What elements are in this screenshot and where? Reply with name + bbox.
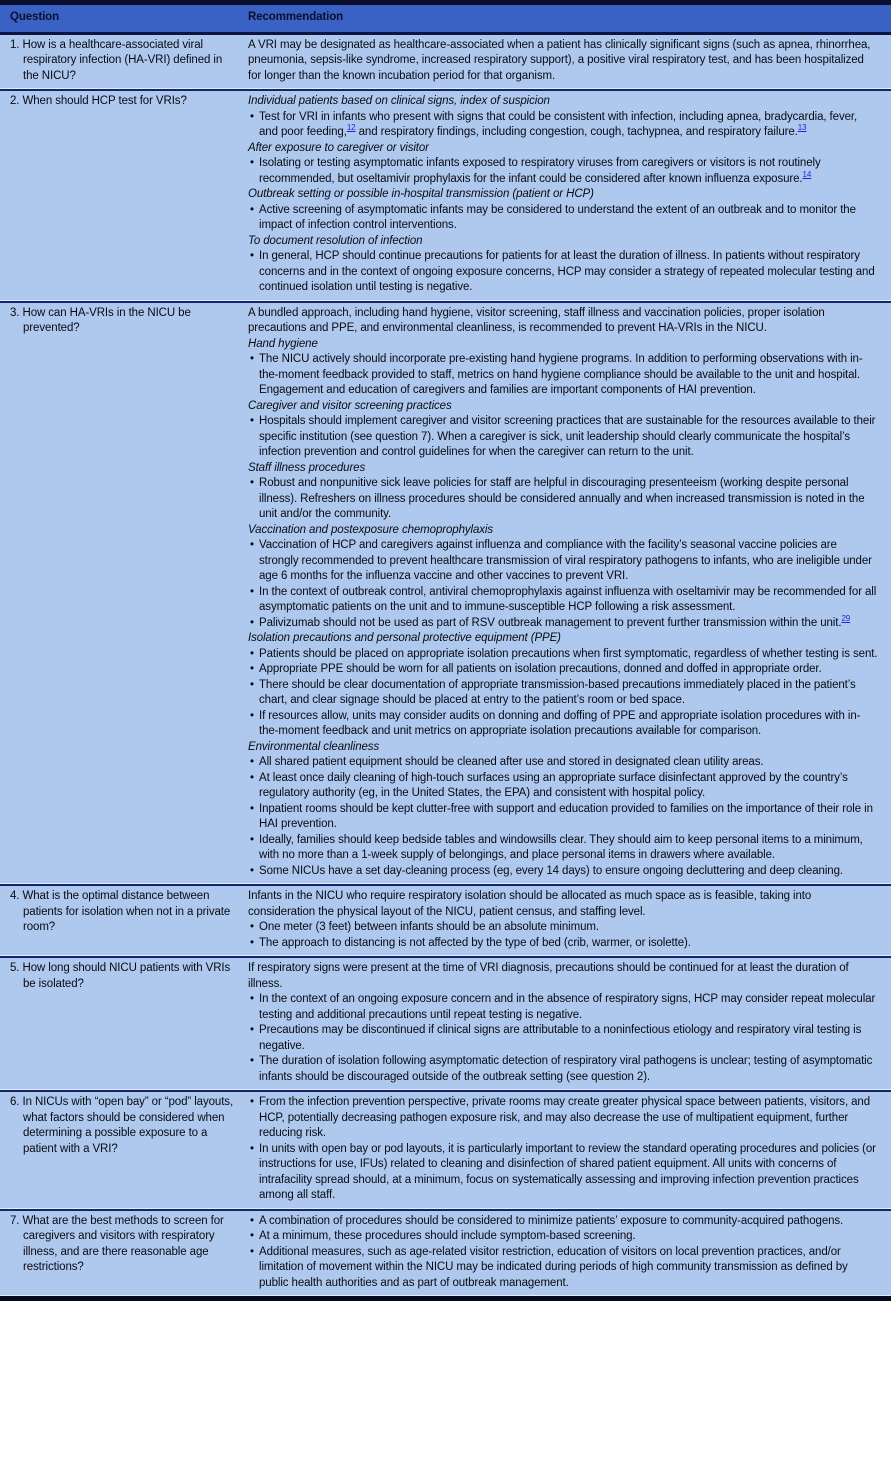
bullet-icon: • bbox=[250, 864, 254, 877]
question-text: 1. How is a healthcare-associated viral respiratory infection (HA-VRI) defined in the NICU? bbox=[10, 38, 223, 82]
question-column-header: Question bbox=[10, 11, 60, 23]
bullet-icon: • bbox=[250, 157, 254, 169]
recommendation-paragraph: If respiratory signs were present at the time of VRI diagnosis, precautions should be continued for at least the duration of illness. bbox=[248, 962, 849, 990]
bullet-icon: • bbox=[250, 921, 254, 933]
question-text: 7. What are the best methods to screen for caregivers and visitors with respiratory illness, and are there reasonable age restrictions? bbox=[10, 1214, 224, 1273]
bullet-icon: • bbox=[250, 250, 254, 262]
citation-reference-link[interactable]: 29 bbox=[841, 613, 851, 623]
recommendation-paragraph: A bundled approach, including hand hygiene, visitor screening, staff illness and vaccination policies, proper isolation precautions and PPE, and environmental cleanliness, is recommended to prevent HA-VRIs in the NICU. bbox=[248, 306, 825, 334]
bullet-icon: • bbox=[250, 415, 254, 427]
bullet-icon: • bbox=[250, 756, 254, 768]
subsection-heading: After exposure to caregiver or visitor bbox=[248, 141, 429, 154]
bullet-item: • All shared patient equipment should be cleaned after use and stored in designated clean utility areas. bbox=[248, 755, 879, 771]
subsection-heading: Outbreak setting or possible in-hospital transmission (patient or HCP) bbox=[248, 188, 594, 200]
bullet-item: • Hospitals should implement caregiver and visitor screening practices that are sustainable for the resources available to their specific institution (see question 7). When a caregiver is sick, unit leadership should clearly communicate the hospital’s infection prevention and control guidelines for when the caregiver can return to the unit. bbox=[250, 415, 876, 458]
bullet-icon: • bbox=[250, 585, 254, 598]
bullet-icon: • bbox=[250, 616, 254, 629]
bullet-item: • Appropriate PPE should be worn for all patients on isolation precautions, donned and doffed in appropriate order. bbox=[248, 662, 879, 678]
recommendation-paragraph: Infants in the NICU who require respiratory isolation should be allocated as much space as is feasible, taking into consideration the physical layout of the NICU, patient census, and staffing level. bbox=[248, 890, 812, 918]
question-text: 2. When should HCP test for VRIs? bbox=[10, 95, 187, 107]
recommendation-cell bbox=[248, 94, 891, 296]
question-cell bbox=[0, 1095, 248, 1204]
table-row bbox=[0, 884, 891, 956]
table-row bbox=[0, 35, 891, 90]
question-text: 4. What is the optimal distance between patients for isolation when not in a private room? bbox=[10, 890, 231, 933]
recommendation-cell bbox=[248, 306, 891, 880]
table-row bbox=[0, 1209, 891, 1297]
subsection-heading: Hand hygiene bbox=[248, 337, 318, 350]
citation-reference-link[interactable]: 12 bbox=[346, 123, 356, 133]
question-cell bbox=[0, 889, 248, 951]
bullet-icon: • bbox=[250, 110, 254, 123]
question-cell bbox=[0, 961, 248, 1085]
subsection-heading: Environmental cleanliness bbox=[248, 740, 380, 753]
bullet-item: • Ideally, families should keep bedside tables and windowsills clear. They should aim to keep personal items to a minimum, with no more than a 1-week supply of belongings, and place personal items in drawers where available. bbox=[250, 833, 863, 861]
citation-reference-link[interactable]: 13 bbox=[797, 123, 807, 133]
recommendation-column-header: Recommendation bbox=[248, 11, 344, 23]
bullet-icon: • bbox=[250, 802, 254, 815]
question-text: 3. How can HA-VRIs in the NICU be prevented? bbox=[10, 306, 191, 334]
citation-reference-link[interactable]: 14 bbox=[802, 169, 812, 179]
bullet-item: • Isolating or testing asymptomatic infants exposed to respiratory viruses from caregivers or visitors is not routinely recommended, but oseltamivir prophylaxis for the infant could be considered after known influenza exposure.$^{14}$ bbox=[250, 157, 821, 185]
bullet-item: • The NICU actively should incorporate pre-existing hand hygiene programs. In addition to performing observations with in-the-moment feedback provided to staff, metrics on hand hygiene compliance should be available to the unit and hospital. Engagement and education of caregivers and families are important components of HAI prevention. bbox=[250, 353, 863, 396]
question-text: 5. How long should NICU patients with VRIs be isolated? bbox=[10, 962, 231, 990]
subsection-heading: Individual patients based on clinical signs, index of suspicion bbox=[248, 95, 550, 107]
bullet-item: • If resources allow, units may consider audits on donning and doffing of PPE and appropriate isolation procedures with in-the-moment feedback and unit metrics on appropriate isolation precautions available for comparison. bbox=[250, 709, 861, 737]
bullet-icon: • bbox=[250, 771, 254, 784]
bullet-icon: • bbox=[250, 936, 254, 949]
bullet-item: • In units with open bay or pod layouts, it is particularly important to review the standard operating procedures and policies (or instructions for use, IFUs) related to cleaning and disinfection of shared patient equipment. All units with concerns of intrafacility spread should, at a minimum, focus on systematically assessing and improving infection prevention practices among all staff. bbox=[250, 1142, 876, 1201]
bullet-item: • One meter (3 feet) between infants should be an absolute minimum. bbox=[248, 920, 879, 936]
bullet-item: • Patients should be placed on appropriate isolation precautions when first symptomatic, regardless of whether testing is sent. bbox=[248, 647, 879, 663]
question-cell bbox=[0, 38, 248, 85]
question-cell bbox=[0, 306, 248, 880]
recommendation-cell bbox=[248, 1214, 891, 1292]
subsection-heading: Staff illness procedures bbox=[248, 461, 366, 474]
bullet-icon: • bbox=[250, 647, 254, 660]
table-row bbox=[0, 301, 891, 885]
bullet-icon: • bbox=[250, 709, 254, 722]
bullet-item: • Vaccination of HCP and caregivers against influenza and compliance with the facility’s seasonal vaccine policies are strongly recommended to prevent healthcare transmission of viral respiratory pathogens to infants, who are ineligible under age 6 months for the influenza vaccine and other vaccines to prevent VRI. bbox=[250, 539, 872, 582]
bullet-item: • There should be clear documentation of appropriate transmission-based precautions immediately placed in the patient’s chart, and clear signage should be placed at entry to the patient’s room or bed space. bbox=[250, 678, 856, 706]
bullet-icon: • bbox=[250, 203, 254, 216]
subsection-heading: Isolation precautions and personal protective equipment (PPE) bbox=[248, 632, 561, 644]
recommendation-cell bbox=[248, 38, 891, 85]
bullet-item: • Additional measures, such as age-related visitor restriction, education of visitors on local prevention practices, and/or limitation of movement within the NICU may be indicated during periods of high community transmission as defined by public health authorities and as part of outbreak management. bbox=[250, 1245, 848, 1289]
subsection-heading: To document resolution of infection bbox=[248, 234, 423, 247]
bullet-item: • Precautions may be discontinued if clinical signs are attributable to a noninfectious etiology and respiratory viral testing is negative. bbox=[250, 1024, 862, 1052]
bullet-icon: • bbox=[250, 539, 254, 551]
bullet-item: • At a minimum, these procedures should include symptom-based screening. bbox=[248, 1229, 879, 1245]
bullet-item: • Palivizumab should not be used as part of RSV outbreak management to prevent further transmission within the unit.$^{29}$ bbox=[248, 616, 879, 632]
bullet-icon: • bbox=[250, 353, 254, 365]
bullet-item: • The duration of isolation following asymptomatic detection of respiratory viral pathogens is unclear; testing of asymptomatic infants should be discouraged outside of the outbreak setting (see question 2). bbox=[250, 1055, 873, 1083]
bullet-item: • Some NICUs have a set day-cleaning process (eg, every 14 days) to ensure ongoing decluttering and deep cleaning. bbox=[248, 864, 879, 880]
bullet-item: • Test for VRI in infants who present with signs that could be consistent with infection, including apnea, bradycardia, fever, and poor feeding,$^{12}$ and respiratory findings, including congestion, cough, tachypnea, and respiratory failure.$^{13}$ bbox=[250, 110, 858, 138]
bullet-item: • From the infection prevention perspective, private rooms may create greater physical space between patients, visitors, and HCP, potentially decreasing pathogen exposure risk, and may also decrease the use of multipatient equipment, further reducing risk. bbox=[250, 1096, 871, 1139]
table-row bbox=[0, 1090, 891, 1209]
bullet-icon: • bbox=[250, 1142, 254, 1155]
bullet-item: • Active screening of asymptomatic infants may be considered to understand the extent of an outbreak and to monitor the impact of infection control interventions. bbox=[250, 203, 856, 231]
bullet-icon: • bbox=[250, 1230, 254, 1242]
bullet-item: • In the context of an ongoing exposure concern and in the absence of respiratory signs, HCP may consider repeat molecular testing and additional precautions until repeat testing is negative. bbox=[250, 993, 876, 1021]
bullet-icon: • bbox=[250, 993, 254, 1005]
bullet-icon: • bbox=[250, 1024, 254, 1036]
bullet-item: • The approach to distancing is not affected by the type of bed (crib, warmer, or isolette). bbox=[248, 936, 879, 952]
bullet-item: • A combination of procedures should be considered to minimize patients’ exposure to community-acquired pathogens. bbox=[248, 1214, 879, 1230]
recommendation-cell bbox=[248, 1095, 891, 1204]
bullet-icon: • bbox=[250, 663, 254, 675]
bullet-item: • At least once daily cleaning of high-touch surfaces using an appropriate surface disinfectant approved by the country’s regulatory authority (eg, in the United States, the EPA) and consistent with hospital policy. bbox=[250, 771, 848, 799]
question-text: 6. In NICUs with “open bay” or “pod” layouts, what factors should be considered when determining a possible exposure to a patient with a VRI? bbox=[10, 1096, 234, 1155]
table-header-row bbox=[0, 5, 891, 35]
bullet-icon: • bbox=[250, 678, 254, 691]
recommendation-cell bbox=[248, 961, 891, 1085]
bullet-icon: • bbox=[250, 833, 254, 846]
bullet-icon: • bbox=[250, 1245, 254, 1258]
subsection-heading: Vaccination and postexposure chemoprophylaxis bbox=[248, 523, 494, 536]
bullet-item: • In general, HCP should continue precautions for patients for at least the duration of illness. In patients without respiratory concerns and in the context of ongoing exposure concerns, HCP may consider a strategy of repeated molecular testing and continued isolation until testing is negative. bbox=[250, 250, 875, 293]
subsection-heading: Caregiver and visitor screening practices bbox=[248, 399, 452, 412]
table-row bbox=[0, 956, 891, 1090]
bullet-item: • Inpatient rooms should be kept clutter-free with support and education provided to families on the importance of their role in HAI prevention. bbox=[250, 802, 873, 830]
question-cell bbox=[0, 94, 248, 296]
question-cell bbox=[0, 1214, 248, 1292]
recommendation-paragraph: A VRI may be designated as healthcare-associated when a patient has clinically significant signs (such as apnea, rhinorrhea, pneumonia, sepsis-like syndrome, increased respiratory support), a positive viral respiratory test, and has been hospitalized for longer than the known incubation period for that organism. bbox=[248, 38, 871, 82]
bullet-item: • Robust and nonpunitive sick leave policies for staff are helpful in discouraging presenteeism (working despite personal illness). Refreshers on illness procedures should be considered annually and when increased transmission is noted in the unit and/or the community. bbox=[250, 477, 865, 520]
table-row bbox=[0, 89, 891, 301]
bullet-icon: • bbox=[250, 1055, 254, 1067]
bullet-icon: • bbox=[250, 1214, 254, 1227]
recommendation-cell bbox=[248, 889, 891, 951]
bullet-item: • In the context of outbreak control, antiviral chemoprophylaxis against influenza with oseltamivir may be recommended for all asymptomatic patients on the unit and to immune-susceptible HCP following a risk assessment. bbox=[250, 585, 877, 613]
bullet-icon: • bbox=[250, 477, 254, 489]
table-body bbox=[0, 35, 891, 1297]
bullet-icon: • bbox=[250, 1096, 254, 1108]
